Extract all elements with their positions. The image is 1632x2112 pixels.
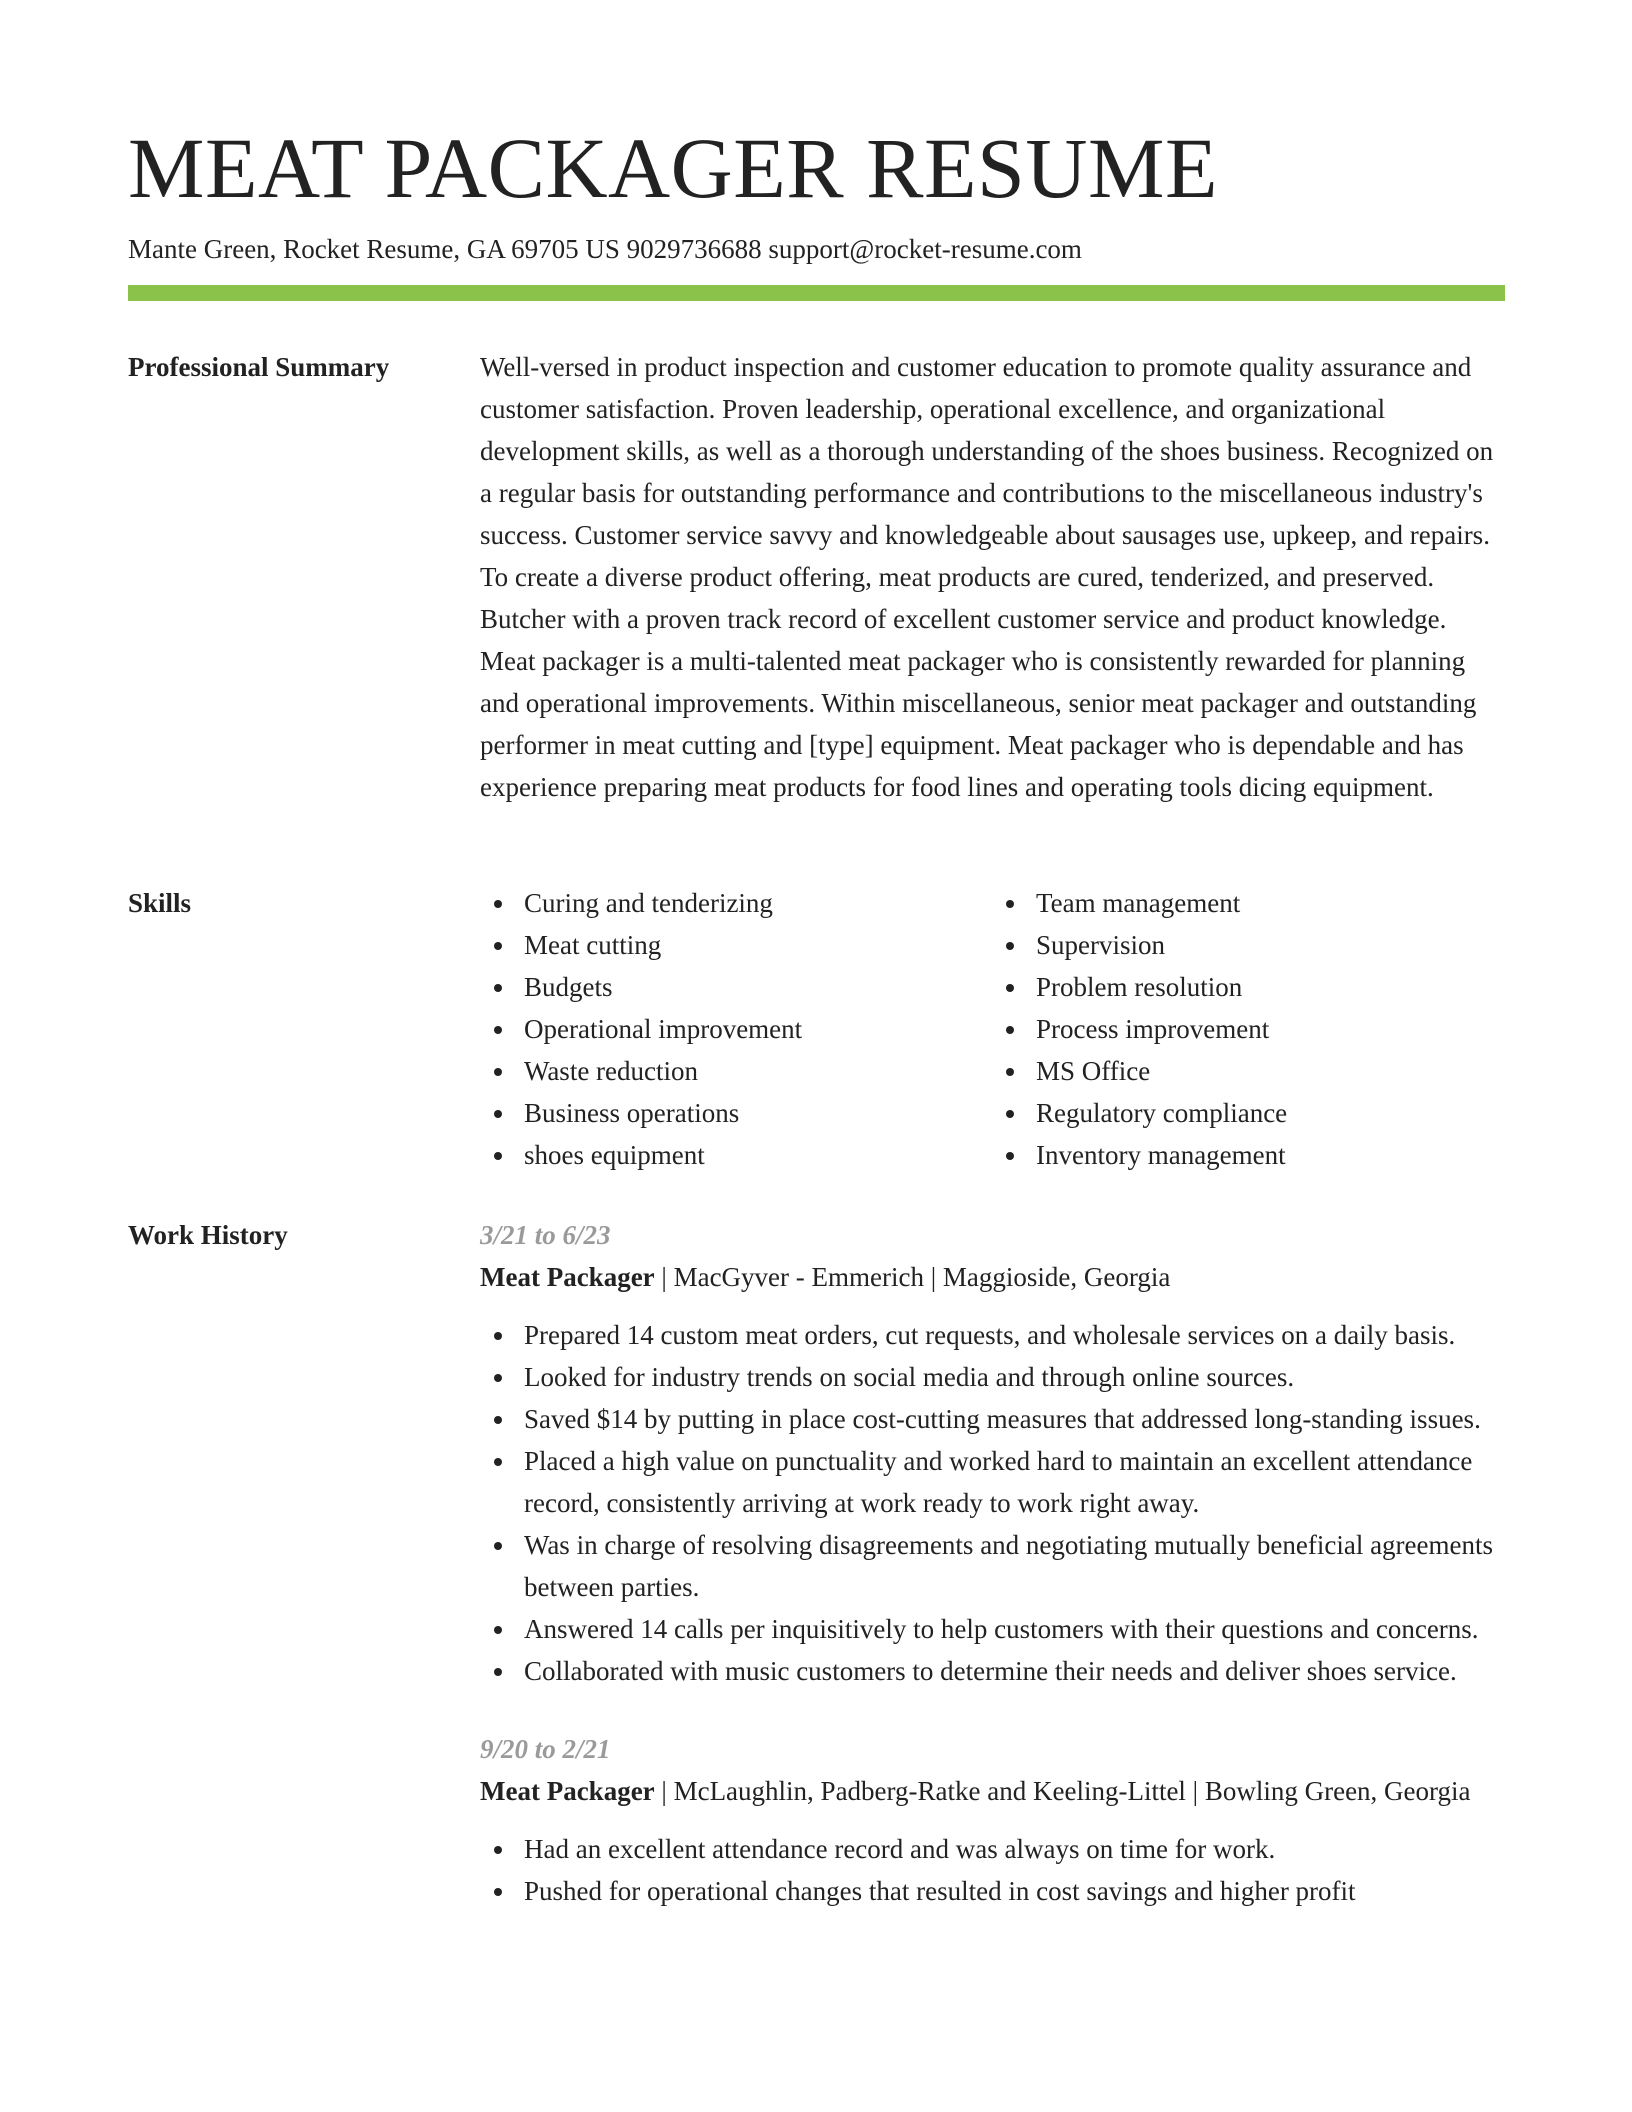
job-bullet: Pushed for operational changes that resulted in cost savings and higher profit xyxy=(480,1870,1504,1912)
job-bullet: Had an excellent attendance record and was always on time for work. xyxy=(480,1828,1504,1870)
skill-item: Regulatory compliance xyxy=(1036,1092,1504,1134)
resume-title: MEAT PACKAGER RESUME xyxy=(128,120,1218,216)
skill-item: Process improvement xyxy=(1036,1008,1504,1050)
contact-line: Mante Green, Rocket Resume, GA 69705 US 9029736688 support@rocket-resume.com xyxy=(128,234,1082,264)
job-bullet: Placed a high value on punctuality and worked hard to maintain an excellent attendance record, consistently arriving at work ready to work right away. xyxy=(480,1440,1504,1524)
skill-item: shoes equipment xyxy=(524,1134,992,1176)
skill-item: Inventory management xyxy=(1036,1134,1504,1176)
skill-item: Curing and tenderizing xyxy=(524,882,992,924)
job-title: Meat Packager xyxy=(480,1262,655,1292)
skill-item: Meat cutting xyxy=(524,924,992,966)
job-bullet: Saved $14 by putting in place cost-cutting measures that addressed long-standing issues. xyxy=(480,1398,1504,1440)
work-history-body xyxy=(480,1214,1504,1948)
skills-list-right xyxy=(992,882,1504,1176)
skills-list-left xyxy=(480,882,992,1176)
job-bullet: Collaborated with music customers to determine their needs and deliver shoes service. xyxy=(480,1650,1504,1692)
skill-item: Supervision xyxy=(1036,924,1504,966)
work-history-label: Work History xyxy=(128,1220,288,1250)
job-bullet: Looked for industry trends on social media and through online sources. xyxy=(480,1356,1504,1398)
job-employer-location: | McLaughlin, Padberg-Ratke and Keeling-Littel | Bowling Green, Georgia xyxy=(654,1776,1471,1806)
job-bullet: Was in charge of resolving disagreements and negotiating mutually beneficial agreements between parties. xyxy=(480,1524,1504,1608)
skills-label: Skills xyxy=(128,888,192,918)
job-dates: 3/21 to 6/23 xyxy=(480,1220,611,1250)
job-employer-location: | MacGyver - Emmerich | Maggioside, Georgia xyxy=(654,1262,1171,1292)
accent-divider xyxy=(128,285,1505,301)
skill-item: Waste reduction xyxy=(524,1050,992,1092)
summary-text: Well-versed in product inspection and customer education to promote quality assurance and customer satisfaction. Proven leadership, operational excellence, and organizational development skills, as well as a thorough understanding of the shoes business. Recognized on a regular basis for outstanding performance and contributions to the miscellaneous industry's success. Customer service savvy and knowledgeable about sausages use, upkeep, and repairs. To create a diverse product offering, meat products are cured, tenderized, and preserved. Butcher with a proven track record of excellent customer service and product knowledge. Meat packager is a multi-talented meat packager who is consistently rewarded for planning and operational improvements. Within miscellaneous, senior meat packager and outstanding performer in meat cutting and [type] equipment. Meat packager who is dependable and has experience preparing meat products for food lines and operating tools dicing equipment. xyxy=(480,352,1494,802)
job-bullet-list xyxy=(480,1828,1504,1912)
skills-body xyxy=(480,882,1504,1176)
job-entry xyxy=(480,1214,1504,1692)
summary-body xyxy=(480,346,1504,808)
job-bullet: Prepared 14 custom meat orders, cut requests, and wholesale services on a daily basis. xyxy=(480,1314,1504,1356)
job-dates: 9/20 to 2/21 xyxy=(480,1734,611,1764)
skill-item: MS Office xyxy=(1036,1050,1504,1092)
job-bullet: Answered 14 calls per inquisitively to help customers with their questions and concerns. xyxy=(480,1608,1504,1650)
skill-item: Operational improvement xyxy=(524,1008,992,1050)
job-bullet-list xyxy=(480,1314,1504,1692)
job-title: Meat Packager xyxy=(480,1776,655,1806)
skills-columns xyxy=(480,882,1504,1176)
skill-item: Budgets xyxy=(524,966,992,1008)
summary-label: Professional Summary xyxy=(128,352,390,382)
job-heading xyxy=(480,1770,1504,1812)
job-entry xyxy=(480,1728,1504,1912)
job-heading xyxy=(480,1256,1504,1298)
skill-item: Business operations xyxy=(524,1092,992,1134)
skill-item: Problem resolution xyxy=(1036,966,1504,1008)
skill-item: Team management xyxy=(1036,882,1504,924)
